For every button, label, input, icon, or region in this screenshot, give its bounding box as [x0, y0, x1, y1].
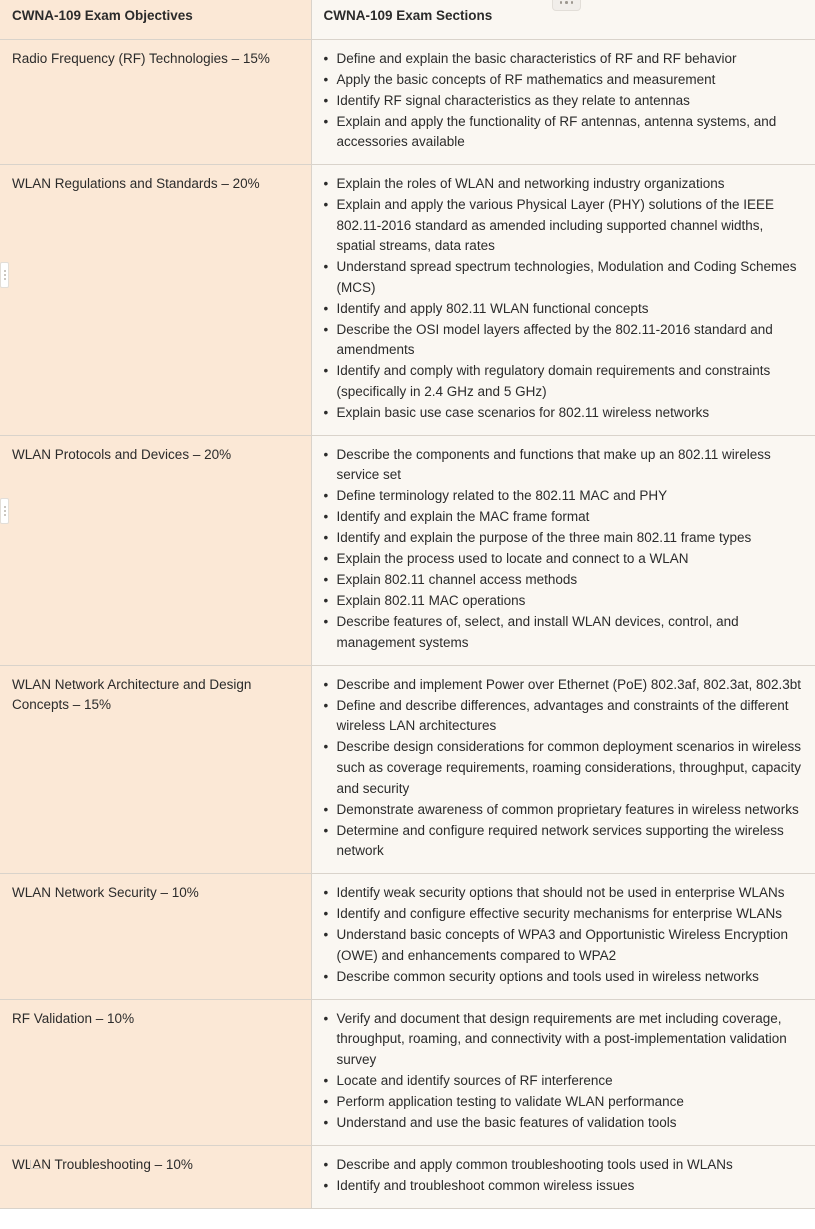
list-item: • Locate and identify sources of RF interference: [324, 1071, 804, 1092]
objective-sections: [311, 39, 815, 165]
list-item: • Understand and use the basic features of validation tools: [324, 1113, 804, 1134]
sections-list: [324, 1155, 804, 1197]
list-item: • Identify weak security options that should not be used in enterprise WLANs: [324, 883, 804, 904]
list-item: • Explain the process used to locate and connect to a WLAN: [324, 549, 804, 570]
list-item: • Identify RF signal characteristics as they relate to antennas: [324, 91, 804, 112]
list-item: • Demonstrate awareness of common proprietary features in wireless networks: [324, 800, 804, 821]
objective-title: WLAN Regulations and Standards – 20%: [0, 165, 311, 436]
objective-title: WLAN Network Architecture and Design Concepts – 15%: [0, 665, 311, 873]
objective-title: RF Validation – 10%: [0, 999, 311, 1145]
list-item: • Define and describe differences, advantages and constraints of the different wireless LAN architectures: [324, 696, 804, 737]
list-item: • Describe and apply common troubleshooting tools used in WLANs: [324, 1155, 804, 1176]
objective-sections: [311, 874, 815, 1000]
table-row: [0, 1145, 815, 1208]
sections-list: [324, 49, 804, 153]
list-item: • Describe the components and functions that make up an 802.11 wireless service set: [324, 445, 804, 486]
list-item: • Describe features of, select, and install WLAN devices, control, and management systems: [324, 612, 804, 653]
table-row: [0, 165, 815, 436]
objective-title: WLAN Troubleshooting – 10%: [0, 1145, 311, 1208]
list-item: • Identify and explain the purpose of the three main 802.11 frame types: [324, 528, 804, 549]
list-item: • Define terminology related to the 802.11 MAC and PHY: [324, 486, 804, 507]
objective-sections: [311, 1145, 815, 1208]
sections-list: [324, 174, 804, 423]
objective-sections: [311, 435, 815, 665]
list-item: • Describe common security options and tools used in wireless networks: [324, 967, 804, 988]
list-item: • Understand basic concepts of WPA3 and Opportunistic Wireless Encryption (OWE) and enhancements compared to WPA2: [324, 925, 804, 966]
list-item: • Explain the roles of WLAN and networking industry organizations: [324, 174, 804, 195]
sections-list: [324, 883, 804, 987]
list-item: • Perform application testing to validate WLAN performance: [324, 1092, 804, 1113]
row-drag-handle-icon-protocols[interactable]: [0, 498, 9, 524]
row-drag-handle-icon-regulations[interactable]: [0, 262, 9, 288]
list-item: • Explain 802.11 MAC operations: [324, 591, 804, 612]
sections-list: [324, 1009, 804, 1134]
table-header-row: [0, 0, 815, 39]
column-drag-handle-icon[interactable]: [552, 0, 581, 11]
list-item: • Identify and explain the MAC frame format: [324, 507, 804, 528]
header-sections: CWNA-109 Exam Sections: [311, 0, 815, 39]
sections-list: [324, 445, 804, 654]
table-row: [0, 874, 815, 1000]
list-item: • Identify and configure effective security mechanisms for enterprise WLANs: [324, 904, 804, 925]
table-row: [0, 999, 815, 1145]
objective-sections: [311, 999, 815, 1145]
list-item: • Explain and apply the various Physical Layer (PHY) solutions of the IEEE 802.11-2016 standard as amended including supported channel widths, spatial streams, data rates: [324, 195, 804, 257]
table-row: [0, 665, 815, 873]
table-row: [0, 39, 815, 165]
sections-list: [324, 675, 804, 862]
list-item: • Understand spread spectrum technologies, Modulation and Coding Schemes (MCS): [324, 257, 804, 298]
list-item: • Describe the OSI model layers affected by the 802.11-2016 standard and amendments: [324, 320, 804, 361]
list-item: • Apply the basic concepts of RF mathematics and measurement: [324, 70, 804, 91]
list-item: • Identify and comply with regulatory domain requirements and constraints (specifically in 2.4 GHz and 5 GHz): [324, 361, 804, 402]
list-item: • Determine and configure required network services supporting the wireless network: [324, 821, 804, 862]
text-cursor-marker-icon: [30, 1160, 43, 1169]
page-bottom-spacer: [0, 1209, 815, 1229]
list-item: • Verify and document that design requirements are met including coverage, throughput, roaming, and connectivity with a post-implementation validation survey: [324, 1009, 804, 1071]
objective-title: WLAN Protocols and Devices – 20%: [0, 435, 311, 665]
list-item: • Identify and troubleshoot common wireless issues: [324, 1176, 804, 1197]
list-item: • Describe design considerations for common deployment scenarios in wireless such as coverage requirements, roaming considerations, throughput, capacity and security: [324, 737, 804, 799]
list-item: • Define and explain the basic characteristics of RF and RF behavior: [324, 49, 804, 70]
list-item: • Describe and implement Power over Ethernet (PoE) 802.3af, 802.3at, 802.3bt: [324, 675, 804, 696]
objective-title: Radio Frequency (RF) Technologies – 15%: [0, 39, 311, 165]
list-item: • Explain basic use case scenarios for 802.11 wireless networks: [324, 403, 804, 424]
list-item: • Identify and apply 802.11 WLAN functional concepts: [324, 299, 804, 320]
list-item: • Explain 802.11 channel access methods: [324, 570, 804, 591]
table-row: [0, 435, 815, 665]
objective-title: WLAN Network Security – 10%: [0, 874, 311, 1000]
objective-sections: [311, 165, 815, 436]
objective-sections: [311, 665, 815, 873]
list-item: • Explain and apply the functionality of RF antennas, antenna systems, and accessories available: [324, 112, 804, 153]
header-objectives: CWNA-109 Exam Objectives: [0, 0, 311, 39]
